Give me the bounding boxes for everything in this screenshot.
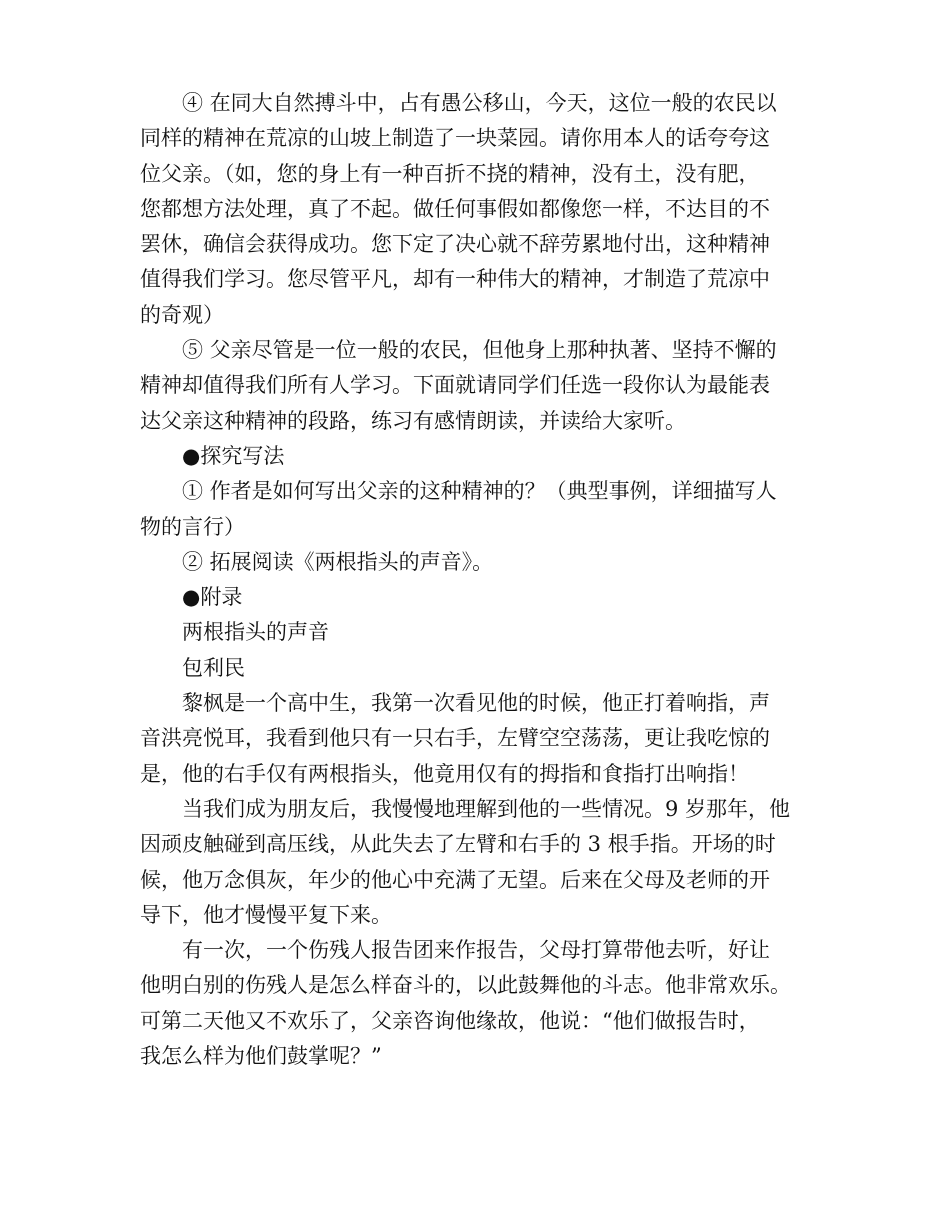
article-paragraph-3-line: 有一次，一个伤残人报告团来作报告，父母打算带他去听，好让	[182, 938, 770, 963]
paragraph-5-line: 精神却值得我们所有人学习。下面就请同学们任选一段你认为最能表	[140, 373, 770, 398]
article-paragraph-1-line: 音洪亮悦耳，我看到他只有一只右手，左臂空空荡荡，更让我吃惊的	[140, 726, 770, 751]
paragraph-5-line: 达父亲这种精神的段路，练习有感情朗读，并读给大家听。	[140, 408, 686, 433]
section-heading-appendix: ●附录	[182, 585, 243, 610]
question-2-line: ② 拓展阅读《两根指头的声音》。	[182, 549, 494, 574]
section-heading-explore-writing: ●探究写法	[182, 443, 285, 468]
paragraph-4-line: 的奇观）	[140, 302, 224, 327]
paragraph-5-line: ⑤ 父亲尽管是一位一般的农民，但他身上那种执著、坚持不懈的	[182, 338, 777, 363]
paragraph-4-line: 您都想方法处理，真了不起。做任何事假如都像您一样，不达目的不	[140, 196, 770, 221]
article-paragraph-2-line: 导下，他才慢慢平复下来。	[140, 902, 392, 927]
article-paragraph-2-line: 候，他万念俱灰，年少的他心中充满了无望。后来在父母及老师的开	[140, 867, 770, 892]
article-paragraph-1-line: 是，他的右手仅有两根指头，他竟用仅有的拇指和食指打出响指！	[140, 761, 749, 786]
article-paragraph-1-line: 黎枫是一个高中生，我第一次看见他的时候，他正打着响指，声	[182, 691, 770, 716]
paragraph-4-line: ④ 在同大自然搏斗中，占有愚公移山，今天，这位一般的农民以	[182, 91, 777, 115]
paragraph-4-line: 同样的精神在荒凉的山坡上制造了一块菜园。请你用本人的话夸夸这	[140, 126, 770, 151]
article-paragraph-2-line: 当我们成为朋友后，我慢慢地理解到他的一些情况。9 岁那年，他	[182, 796, 791, 821]
document-body	[140, 86, 825, 1074]
article-title: 两根指头的声音	[182, 620, 329, 645]
question-1-line: ① 作者是如何写出父亲的这种精神的？（典型事例，详细描写人	[182, 479, 777, 504]
paragraph-4-line: 值得我们学习。您尽管平凡，却有一种伟大的精神，才制造了荒凉中	[140, 267, 770, 292]
article-paragraph-2-line: 因顽皮触碰到高压线，从此失去了左臂和右手的 3 根手指。开场的时	[140, 832, 776, 857]
paragraph-4-line: 位父亲。（如，您的身上有一种百折不挠的精神，没有土，没有肥，	[140, 161, 760, 186]
article-paragraph-3-line: 他明白别的伤残人是怎么样奋斗的，以此鼓舞他的斗志。他非常欢乐。	[140, 973, 791, 998]
article-paragraph-3-line: 可第二天他又不欢乐了，父亲咨询他缘故，他说：“他们做报告时，	[140, 1008, 760, 1033]
question-1-line: 物的言行）	[140, 514, 245, 539]
article-author: 包利民	[182, 655, 245, 680]
article-paragraph-3-line: 我怎么样为他们鼓掌呢？”	[140, 1044, 382, 1069]
paragraph-4-line: 罢休，确信会获得成功。您下定了决心就不辞劳累地付出，这种精神	[140, 232, 770, 257]
